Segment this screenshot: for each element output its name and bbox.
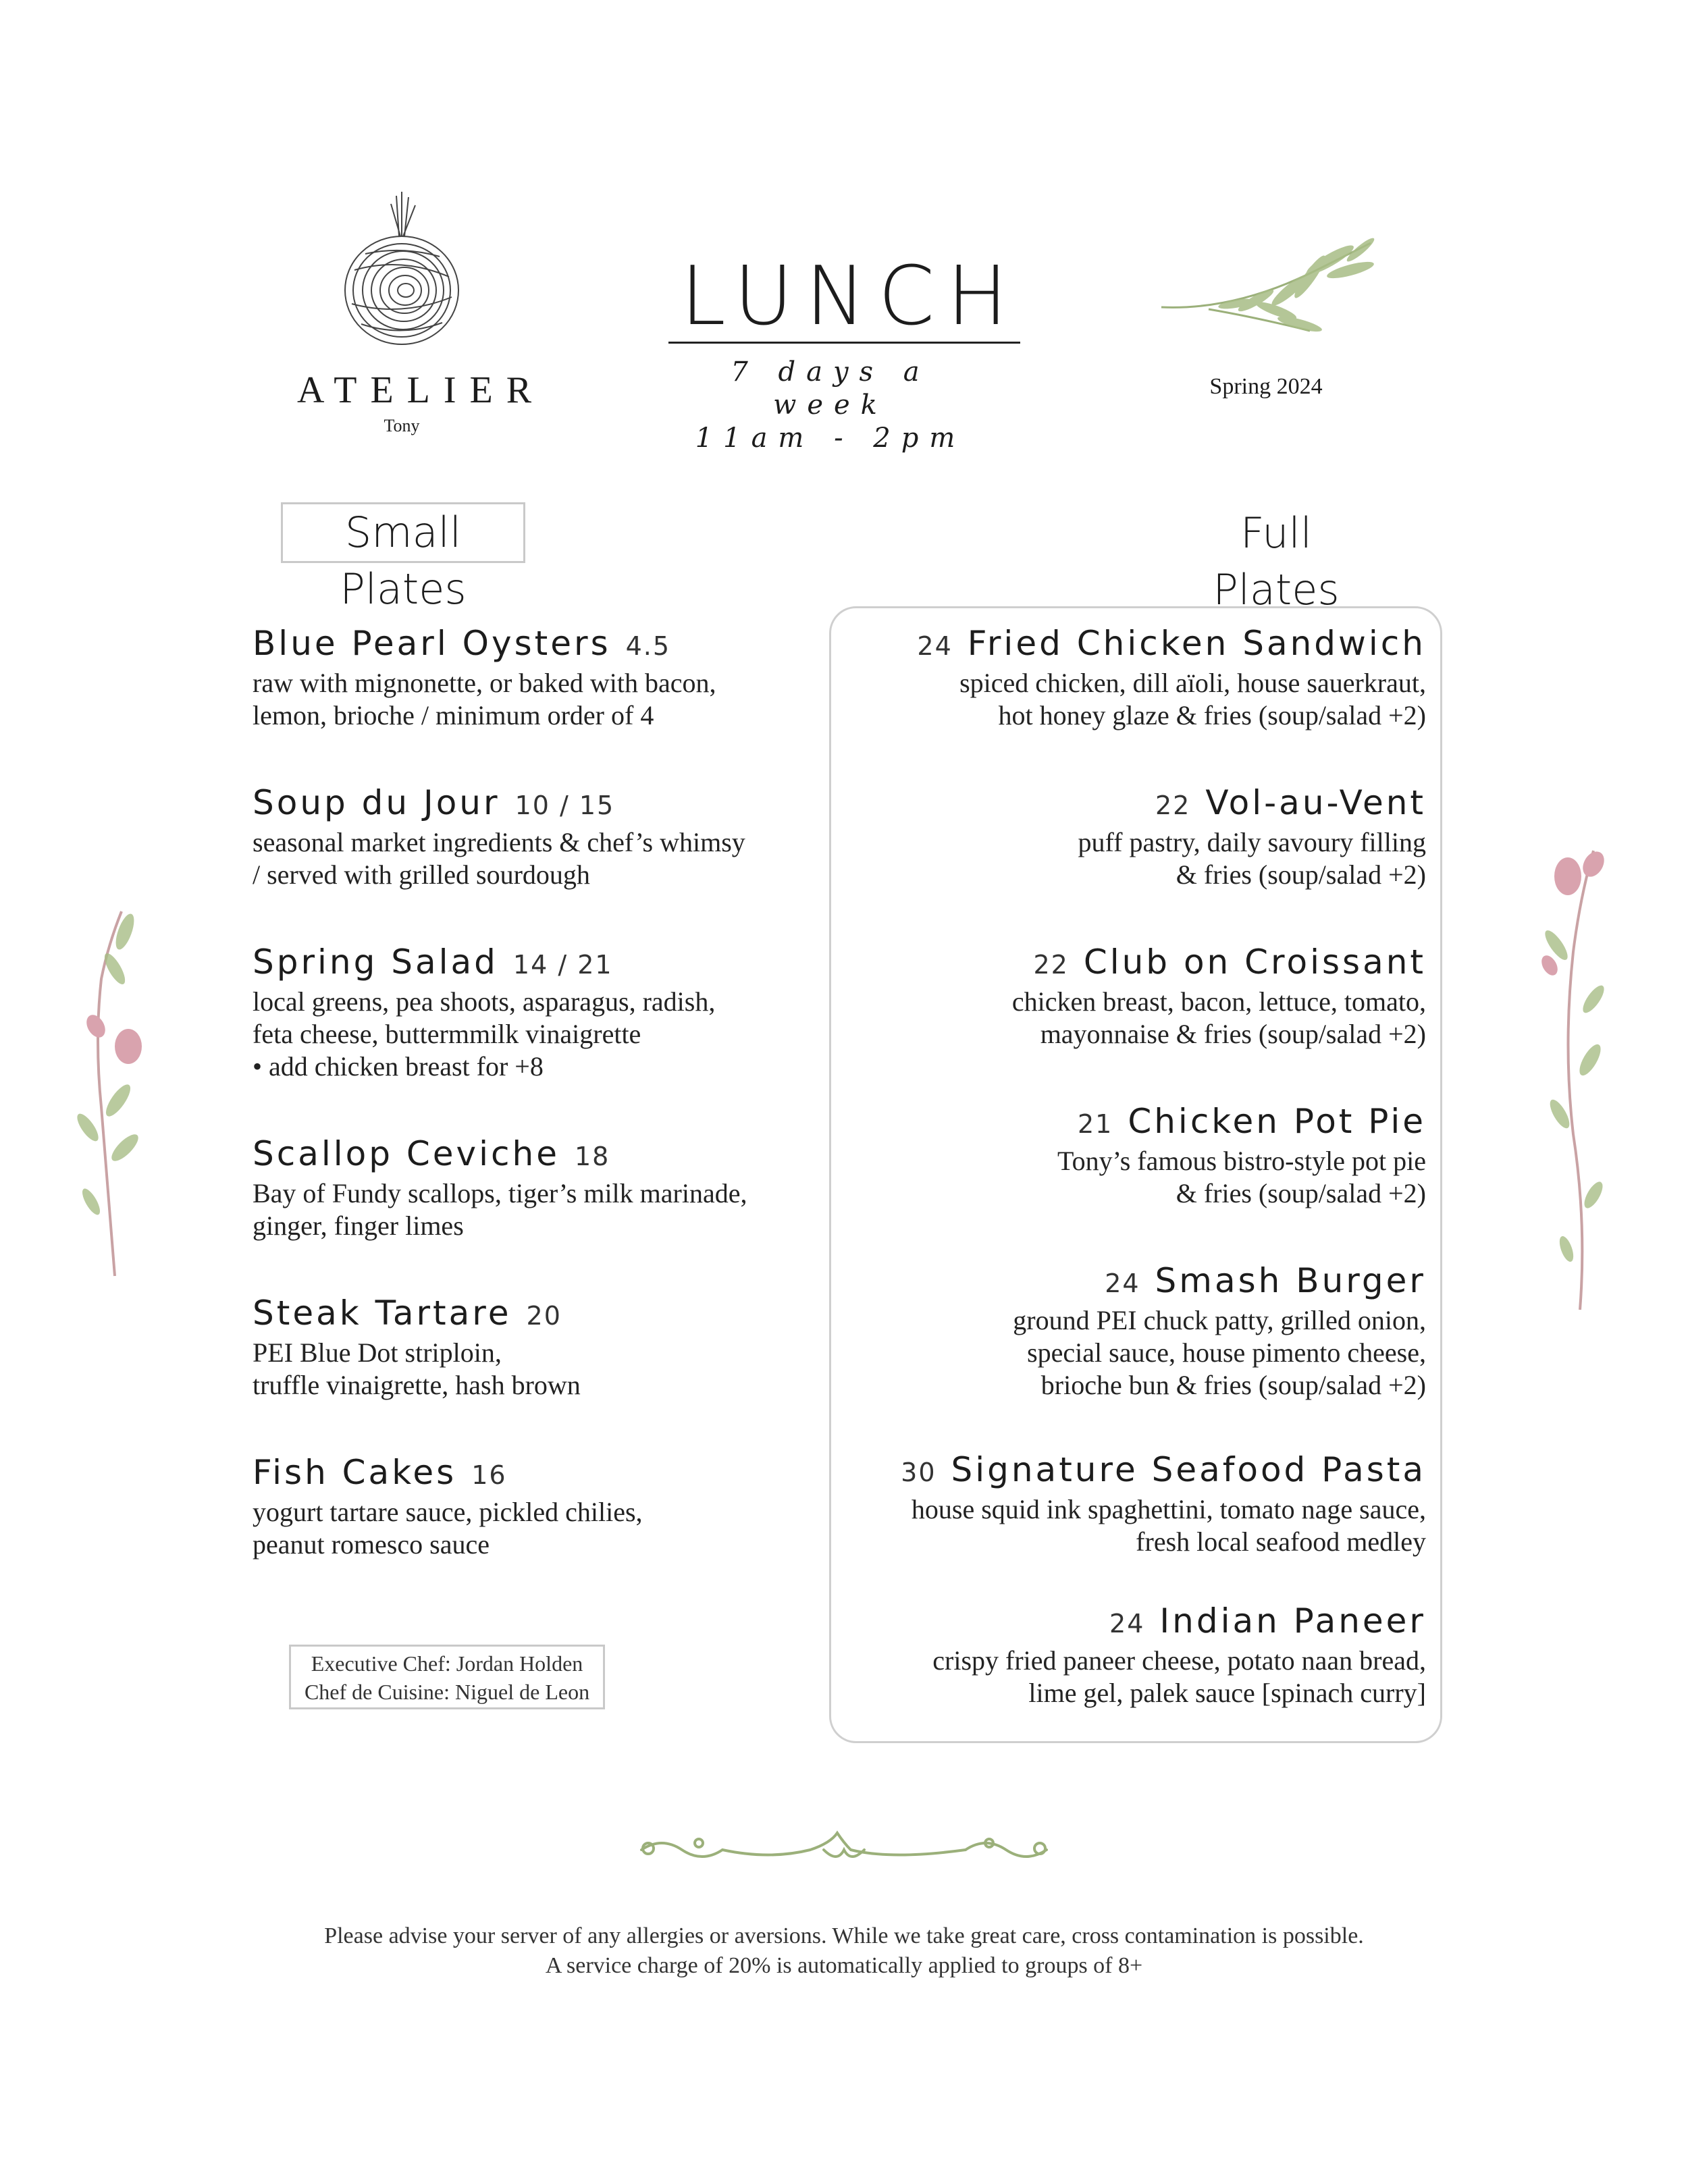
item-desc: peanut romesco sauce: [253, 1529, 490, 1560]
item-price: 24: [917, 631, 953, 661]
item-price: 18: [574, 1142, 610, 1171]
menu-item: [253, 941, 820, 1083]
item-price: 14 / 21: [512, 950, 613, 980]
item-desc: chicken breast, bacon, lettuce, tomato,: [1011, 986, 1426, 1017]
herb-sprig-icon: [1155, 230, 1377, 365]
item-price: 24: [1105, 1269, 1140, 1298]
item-price: 22: [1033, 950, 1069, 980]
item-desc: PEI Blue Dot striploin,: [253, 1337, 502, 1368]
menu-item: [832, 1449, 1426, 1558]
item-name: Scallop Ceviche: [253, 1134, 560, 1173]
service-charge-notice: A service charge of 20% is automatically applied to groups of 8+: [545, 1953, 1143, 1978]
season-label: Spring 2024: [1209, 374, 1323, 399]
item-price: 4.5: [625, 631, 671, 661]
item-desc: crispy fried paneer cheese, potato naan bread,: [932, 1645, 1426, 1676]
item-name: Fried Chicken Sandwich: [967, 624, 1426, 663]
item-name: Vol-au-Vent: [1205, 783, 1426, 822]
menu-item: [832, 941, 1426, 1050]
menu-item: [832, 622, 1426, 732]
item-desc: & fries (soup/salad +2): [1176, 1178, 1426, 1208]
item-desc: Tony’s famous bistro-style pot pie: [1057, 1146, 1426, 1176]
footer-notice: [203, 1921, 1485, 1981]
item-price: 30: [901, 1458, 937, 1487]
item-name: Chicken Pot Pie: [1128, 1102, 1426, 1141]
menu-item: [253, 1451, 820, 1561]
item-desc: house squid ink spaghettini, tomato nage sauce,: [911, 1494, 1426, 1524]
item-name: Blue Pearl Oysters: [253, 624, 611, 663]
item-desc: seasonal market ingredients & chef’s whimsy: [253, 827, 745, 857]
item-price: 16: [471, 1460, 507, 1490]
full-plates-heading: Full Plates: [1213, 508, 1340, 614]
restaurant-logo: [284, 189, 546, 436]
item-name: Fish Cakes: [253, 1453, 457, 1492]
ornament-divider-icon: [635, 1823, 1053, 1870]
item-desc: • add chicken breast for +8: [253, 1051, 544, 1082]
item-desc: lime gel, palek sauce [spinach curry]: [1028, 1678, 1426, 1708]
menu-item: [832, 1100, 1426, 1210]
item-desc: hot honey glaze & fries (soup/salad +2): [998, 700, 1426, 730]
item-desc: spiced chicken, dill aïoli, house sauerkraut,: [959, 668, 1426, 698]
menu-item: [253, 622, 820, 732]
item-desc: puff pastry, daily savoury filling: [1078, 827, 1426, 857]
item-name: Signature Seafood Pasta: [951, 1450, 1426, 1489]
executive-chef: Executive Chef: Jordan Holden: [311, 1651, 583, 1676]
menu-title-block: [668, 250, 1020, 454]
item-name: Steak Tartare: [253, 1294, 512, 1333]
season-block: [1155, 230, 1377, 400]
item-desc: fresh local seafood medley: [1136, 1526, 1426, 1557]
menu-item: [832, 1600, 1426, 1709]
onion-icon: [341, 189, 463, 358]
item-desc: yogurt tartare sauce, pickled chilies,: [253, 1497, 643, 1527]
brand-name: ATELIER: [297, 369, 546, 411]
schedule-hours: 11am - 2pm: [695, 422, 966, 454]
item-name: Indian Paneer: [1159, 1601, 1426, 1641]
item-desc: lemon, brioche / minimum order of 4: [253, 700, 654, 730]
menu-title: LUNCH: [668, 257, 1020, 344]
item-desc: local greens, pea shoots, asparagus, radish,: [253, 986, 716, 1017]
menu-item: [832, 782, 1426, 891]
menu-item: [253, 782, 820, 891]
menu-item: [253, 1133, 820, 1242]
menu-item: [832, 1260, 1426, 1402]
item-desc: ginger, finger limes: [253, 1210, 464, 1241]
item-desc: feta cheese, buttermmilk vinaigrette: [253, 1019, 641, 1049]
item-desc: ground PEI chuck patty, grilled onion,: [1013, 1305, 1426, 1335]
item-name: Spring Salad: [253, 942, 498, 982]
item-desc: special sauce, house pimento cheese,: [1027, 1337, 1426, 1368]
item-desc: & fries (soup/salad +2): [1176, 859, 1426, 890]
item-desc: / served with grilled sourdough: [253, 859, 590, 890]
brand-subtitle: Tony: [384, 416, 420, 435]
chef-de-cuisine: Chef de Cuisine: Niguel de Leon: [304, 1680, 590, 1704]
allergy-notice: Please advise your server of any allergies or aversions. While we take great care, cross contamination is possible.: [324, 1923, 1364, 1948]
item-name: Smash Burger: [1155, 1261, 1426, 1300]
item-desc: mayonnaise & fries (soup/salad +2): [1040, 1019, 1426, 1049]
right-flower-branch-icon: [1526, 844, 1620, 1316]
item-price: 20: [526, 1301, 562, 1331]
item-name: Club on Croissant: [1083, 942, 1426, 982]
item-name: Soup du Jour: [253, 783, 500, 822]
item-desc: raw with mignonette, or baked with bacon,: [253, 668, 716, 698]
schedule-days: 7 days a week: [731, 356, 930, 421]
chef-credits: [289, 1645, 605, 1709]
small-plates-heading: Small Plates: [281, 502, 525, 563]
item-desc: Bay of Fundy scallops, tiger’s milk marinade,: [253, 1178, 747, 1208]
item-price: 24: [1109, 1609, 1145, 1639]
left-flower-branch-icon: [68, 905, 155, 1283]
item-desc: truffle vinaigrette, hash brown: [253, 1370, 581, 1400]
menu-item: [253, 1292, 820, 1402]
item-price: 21: [1077, 1109, 1113, 1139]
item-desc: brioche bun & fries (soup/salad +2): [1040, 1370, 1426, 1400]
item-price: 10 / 15: [515, 791, 615, 820]
item-price: 22: [1155, 791, 1191, 820]
